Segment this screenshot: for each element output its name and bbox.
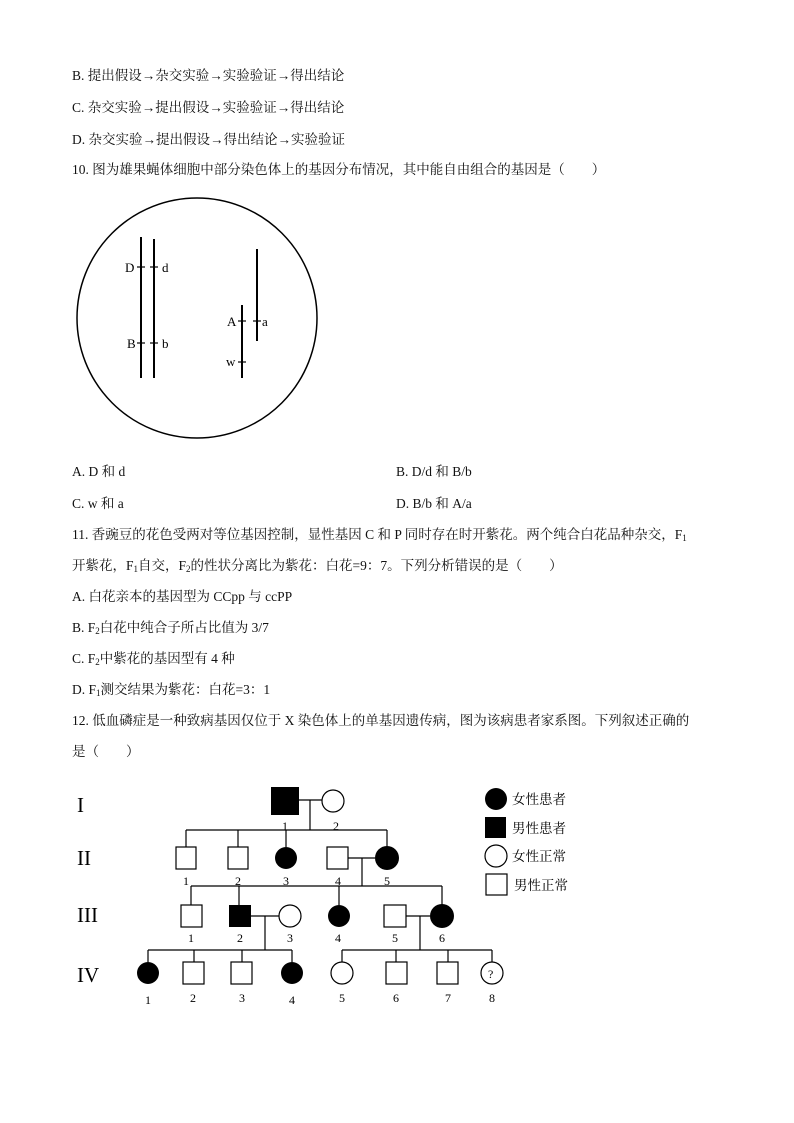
IV-2-male-normal xyxy=(183,962,204,984)
I-1-male-affected xyxy=(271,787,299,815)
q11-option-a: A. 白花亲本的基因型为 CCpp 与 ccPP xyxy=(72,589,293,604)
II-4-male-normal xyxy=(327,847,348,869)
II-4-number: 4 xyxy=(335,874,341,888)
III-6-female-affected xyxy=(430,904,454,928)
q10-option-d: D. B/b 和 A/a xyxy=(396,496,472,511)
legend-female-affected-symbol xyxy=(485,788,507,810)
gene-w-label: w xyxy=(226,354,236,369)
IV-8-number: 8 xyxy=(489,991,495,1005)
IV-1-number: 1 xyxy=(145,993,151,1007)
q11-option-b: B. $F_2$白花中纯合子所占比值为 3/7 xyxy=(72,620,269,636)
q12-stem-line2: 是（ ） xyxy=(72,744,140,759)
IV-3-number: 3 xyxy=(239,991,245,1005)
II-2-male-normal xyxy=(228,847,248,869)
q11-stem-line2: 开紫花，$F_1$自交，$F_2$的性状分离比为紫花：白花=9：7。下列分析错误的是（ ） xyxy=(72,558,563,574)
q11-stem-line1: 11. 香豌豆的花色受两对等位基因控制，显性基因 C 和 P 同时存在时开紫花。两个纯合白花品种杂交，$F_1$ xyxy=(72,527,687,543)
gene-d-label: d xyxy=(162,260,169,275)
q10-stem: 10. 图为雄果蝇体细胞中部分染色体上的基因分布情况，其中能自由组合的基因是（ ） xyxy=(72,162,606,177)
generation-IV-label: IV xyxy=(77,963,100,987)
II-1-male-normal xyxy=(176,847,196,869)
q12-stem-line1: 12. 低血磷症是一种致病基因仅位于 X 染色体上的单基因遗传病，图为该病患者家系图。下列叙述正确的 xyxy=(72,713,690,728)
IV-5-female-normal xyxy=(331,962,353,984)
IV-7-number: 7 xyxy=(445,991,451,1005)
IV-6-number: 6 xyxy=(393,991,399,1005)
II-3-number: 3 xyxy=(283,874,289,888)
legend-male-affected-symbol xyxy=(485,817,506,838)
IV-6-male-normal xyxy=(386,962,407,984)
I-2-female-normal xyxy=(322,790,344,812)
IV-4-female-affected xyxy=(281,962,303,984)
legend-male-normal-symbol xyxy=(486,874,507,895)
q9-option-d: D. 杂交实验→提出假设→得出结论→实验验证 xyxy=(72,132,345,147)
q10-option-b: B. D/d 和 B/b xyxy=(396,464,472,479)
q9-option-b: B. 提出假设→杂交实验→实验验证→得出结论 xyxy=(72,68,345,83)
III-3-female-normal xyxy=(279,905,301,927)
legend-female-affected-label: 女性患者 xyxy=(512,792,566,807)
III-2-male-affected xyxy=(229,905,251,927)
q10-option-a: A. D 和 d xyxy=(72,464,126,479)
II-3-female-affected xyxy=(275,847,297,869)
generation-III-label: III xyxy=(77,903,98,927)
legend-female-normal-label: 女性正常 xyxy=(512,849,566,864)
III-1-number: 1 xyxy=(188,931,194,945)
IV-2-number: 2 xyxy=(190,991,196,1005)
III-5-male-normal xyxy=(384,905,406,927)
II-5-number: 5 xyxy=(384,874,390,888)
I-1-number: 1 xyxy=(282,819,288,833)
legend-male-affected-label: 男性患者 xyxy=(512,821,566,836)
gene-A-label: A xyxy=(227,314,237,329)
gene-b-label: b xyxy=(162,336,169,351)
gene-a-label: a xyxy=(262,314,268,329)
IV-3-male-normal xyxy=(231,962,252,984)
III-4-female-affected xyxy=(328,905,350,927)
III-1-male-normal xyxy=(181,905,202,927)
IV-1-female-affected xyxy=(137,962,159,984)
IV-5-number: 5 xyxy=(339,991,345,1005)
III-2-number: 2 xyxy=(237,931,243,945)
generation-I-label: I xyxy=(77,793,84,817)
II-1-number: 1 xyxy=(183,874,189,888)
q9-option-c: C. 杂交实验→提出假设→实验验证→得出结论 xyxy=(72,100,345,115)
III-5-number: 5 xyxy=(392,931,398,945)
IV-4-number: 4 xyxy=(289,993,295,1007)
II-2-number: 2 xyxy=(235,874,241,888)
q10-option-c: C. w 和 a xyxy=(72,496,124,511)
IV-8-question-mark: ? xyxy=(488,967,494,981)
III-4-number: 4 xyxy=(335,931,341,945)
q11-option-c: C. $F_2$中紫花的基因型有 4 种 xyxy=(72,651,235,667)
generation-II-label: II xyxy=(77,846,91,870)
q11-option-d: D. $F_1$测交结果为紫花：白花=3：1 xyxy=(72,682,271,698)
II-5-female-affected xyxy=(375,846,399,870)
gene-D-label: D xyxy=(125,260,135,275)
legend-female-normal-symbol xyxy=(485,845,507,867)
IV-7-male-normal xyxy=(437,962,458,984)
III-6-number: 6 xyxy=(439,931,445,945)
legend-male-normal-label: 男性正常 xyxy=(514,878,568,893)
gene-B-label: B xyxy=(127,336,136,351)
pedigree-legend xyxy=(485,788,568,895)
III-3-number: 3 xyxy=(287,931,293,945)
I-2-number: 2 xyxy=(333,819,339,833)
